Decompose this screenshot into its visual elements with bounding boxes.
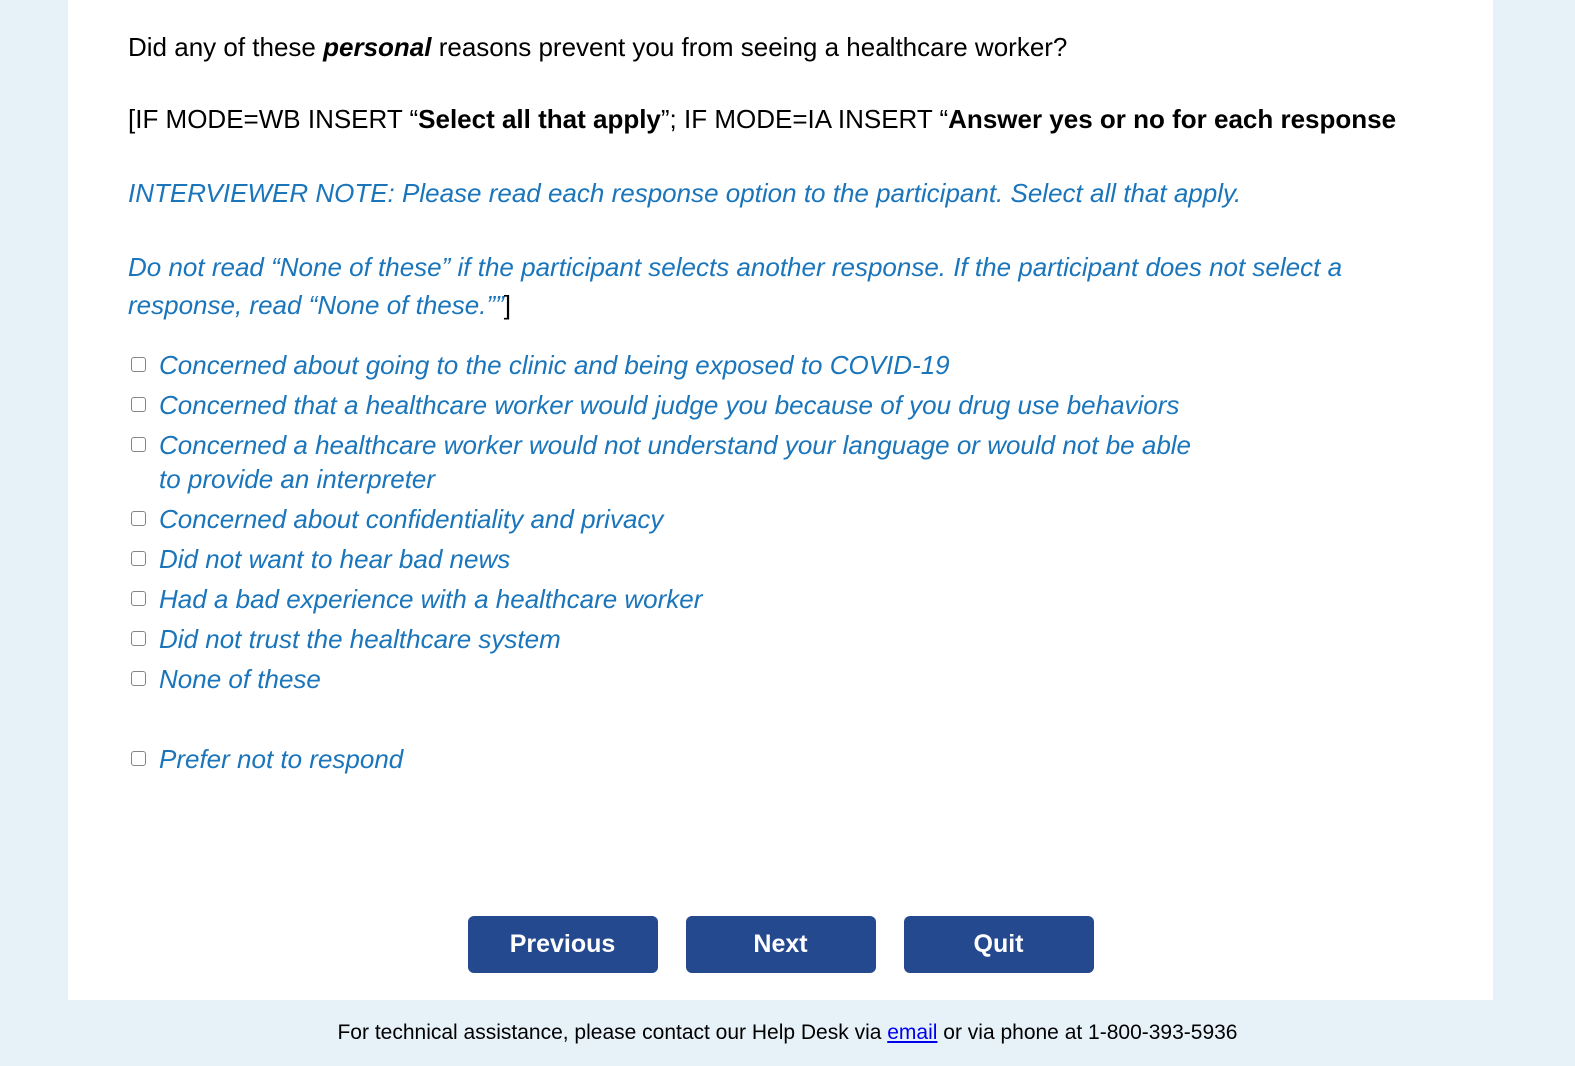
mode-instruction [128,100,1433,138]
interviewer-note-1: INTERVIEWER NOTE: Please read each response option to the participant. Select all that apply. [128,178,1242,208]
option-row [128,742,1433,776]
checkbox[interactable] [131,631,146,646]
option-label[interactable]: Had a bad experience with a healthcare worker [159,584,703,614]
checkbox[interactable] [131,751,146,766]
option-label[interactable]: Prefer not to respond [159,744,404,774]
interviewer-note-2-text: Do not read “None of these” if the participant selects another response. If the participant does not select a response, read “None of these.”” [128,252,1343,320]
checkbox[interactable] [131,437,146,452]
previous-button[interactable]: Previous [468,916,658,973]
option-row [128,662,1433,696]
options-list [128,348,1433,776]
option-row [128,542,1433,576]
interviewer-note-2-bracket: ] [503,290,511,320]
option-label[interactable]: Did not trust the healthcare system [159,624,561,654]
footer [0,1000,1575,1066]
option-label[interactable]: None of these [159,664,321,694]
footer-text-before: For technical assistance, please contact our Help Desk via [337,1021,888,1044]
quit-button[interactable]: Quit [904,916,1094,973]
option-label[interactable]: Concerned about confidentiality and privacy [159,504,664,534]
email-link[interactable]: email [887,1021,938,1044]
question-text [128,28,1433,66]
option-row [128,388,1433,422]
footer-text-after: or via phone at 1-800-393-5936 [937,1021,1238,1044]
mode-instruction-part1: [IF MODE=WB INSERT “ [128,104,419,134]
option-label[interactable]: Concerned that a healthcare worker would judge you because of you drug use behaviors [159,390,1180,420]
option-row [128,622,1433,656]
checkbox[interactable] [131,671,146,686]
option-label[interactable]: Concerned about going to the clinic and being exposed to COVID-19 [159,350,950,380]
checkbox[interactable] [131,397,146,412]
next-button[interactable]: Next [686,916,876,973]
interviewer-note-2 [128,248,1433,324]
checkbox[interactable] [131,511,146,526]
survey-card [68,0,1493,1000]
mode-instruction-bold1: Select all that apply [418,104,661,134]
navigation-buttons [68,916,1493,973]
mode-instruction-part2: ”; IF MODE=IA INSERT “ [660,104,949,134]
checkbox[interactable] [131,591,146,606]
checkbox[interactable] [131,551,146,566]
option-label[interactable]: Did not want to hear bad news [159,544,511,574]
option-label[interactable]: Concerned a healthcare worker would not understand your language or would not be able to provide an interpreter [159,430,1192,494]
question-prefix: Did any of these [128,32,324,62]
option-row [128,348,1433,382]
option-row [128,582,1433,616]
checkbox[interactable] [131,357,146,372]
question-suffix: reasons prevent you from seeing a healthcare worker? [431,32,1068,62]
option-row [128,502,1433,536]
mode-instruction-bold2: Answer yes or no for each response [948,104,1397,134]
question-emphasis: personal [323,32,432,62]
option-row [128,428,1433,496]
